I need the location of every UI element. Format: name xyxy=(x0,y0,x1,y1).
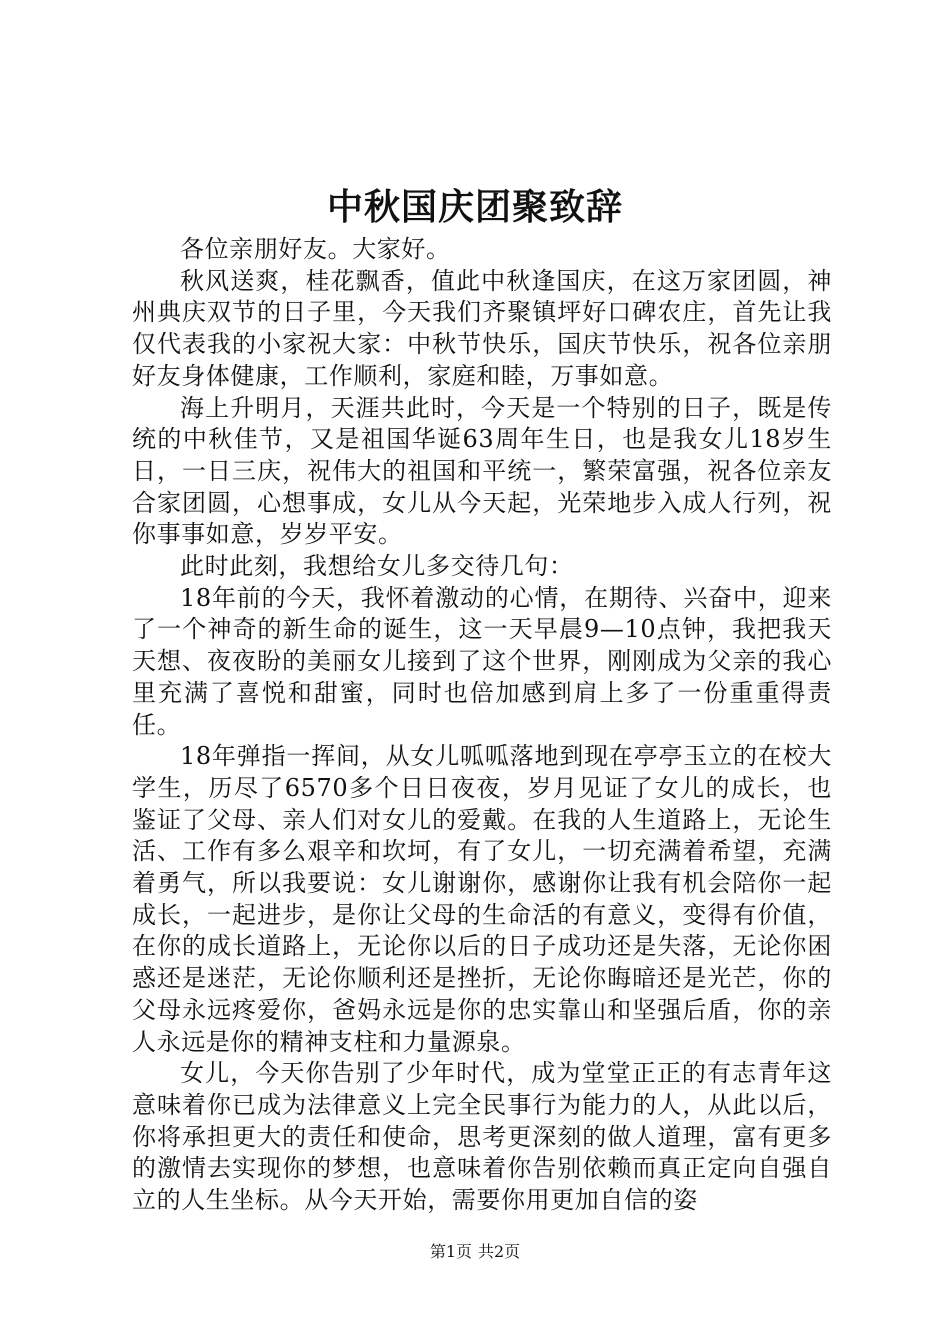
paragraph-eighteen-years: 18年弹指一挥间，从女儿呱呱落地到现在亭亭玉立的在校大学生，历尽了6570多个日日夜夜，岁月见证了女儿的成长，也鉴证了父母、亲人们对女儿的爱戴。在我的人生道路上，无论生活、工作有多么艰辛和坎坷，有了女儿，一切充满着希望，充满着勇气，所以我要说：女儿谢谢你，感谢你让我有机会陪你一起成长，一起进步，是你让父母的生命活的有意义，变得有价值，在你的成长道路上，无论你以后的日子成功还是失落，无论你困惑还是迷茫，无论你顺利还是挫折，无论你晦暗还是光芒，你的父母永远疼爱你，爸妈永远是你的忠实靠山和坚强后盾，你的亲人永远是你的精神支柱和力量源泉。 xyxy=(132,742,832,1056)
page-footer xyxy=(0,1242,950,1262)
paragraph-adulthood: 女儿，今天你告别了少年时代，成为堂堂正正的有志青年这意味着你已成为法律意义上完全民事行为能力的人，从此以后，你将承担更大的责任和使命，思考更深刻的做人道理，富有更多的激情去实现你的梦想，也意味着你告别依赖而真正定向自强自立的人生坐标。从今天开始，需要你用更加自信的姿 xyxy=(132,1059,832,1215)
paragraph-greeting: 各位亲朋好友。大家好。 xyxy=(180,235,451,263)
paragraph-birth-memory: 18年前的今天，我怀着激动的心情，在期待、兴奋中，迎来了一个神奇的新生命的诞生，这一天早晨9—10点钟，我把我天天想、夜夜盼的美丽女儿接到了这个世界，刚刚成为父亲的我心里充满了喜悦和甜蜜，同时也倍加感到肩上多了一份重重得责任。 xyxy=(132,583,832,739)
document-title: 中秋国庆团聚致辞 xyxy=(326,186,623,228)
document-body xyxy=(132,234,832,1217)
paragraph-transition: 此时此刻，我想给女儿多交待几句： xyxy=(180,552,574,581)
paragraph-triple-celebration: 海上升明月，天涯共此时，今天是一个特别的日子，既是传统的中秋佳节，又是祖国华诞63周年生日，也是我女儿18岁生日，一日三庆，祝伟大的祖国和平统一，繁荣富强，祝各位亲友合家团圆，心想事成，女儿从今天起，光荣地步入成人行列，祝你事事如意，岁岁平安。 xyxy=(132,393,832,549)
page-number-current: 第1页 xyxy=(429,1242,472,1261)
paragraph-festival-wishes: 秋风送爽，桂花飘香，值此中秋逢国庆，在这万家团圆，神州典庆双节的日子里，今天我们齐聚镇坪好口碑农庄，首先让我仅代表我的小家祝大家：中秋节快乐，国庆节快乐，祝各位亲朋好友身体健康，工作顺利，家庭和睦，万事如意。 xyxy=(132,266,832,390)
page-number-total: 共2页 xyxy=(478,1242,521,1261)
